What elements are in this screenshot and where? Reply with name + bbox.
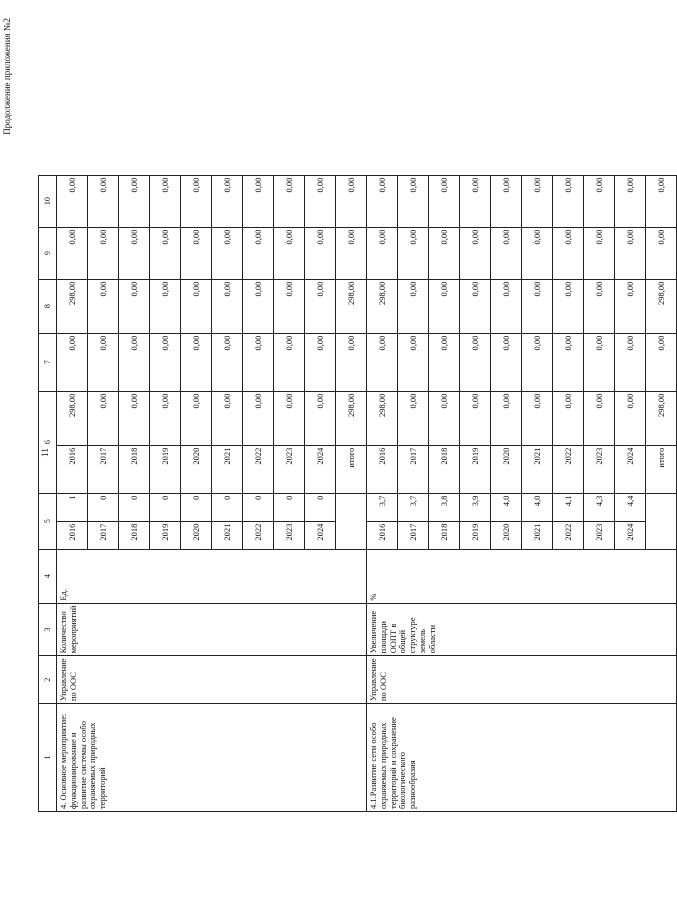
finance-value-cell: 0,00 (522, 333, 553, 391)
finance-value-cell: 0,00 (57, 227, 88, 279)
finance-value-cell: 298,00 (336, 391, 367, 445)
indicator-value-cell: 3,7 (367, 493, 398, 521)
finance-value-cell: 0,00 (274, 333, 305, 391)
finance-value-cell: 0,00 (274, 175, 305, 227)
finance-value-cell: 0,00 (491, 279, 522, 333)
finance-value-cell: 0,00 (243, 279, 274, 333)
column-number-header: 5 (39, 493, 57, 549)
page-number: 11 (40, 448, 50, 457)
finance-value-cell: 0,00 (491, 391, 522, 445)
finance-value-cell: 0,00 (243, 391, 274, 445)
indicator-name-cell: Количество мероприятий (57, 603, 367, 656)
indicator-value-cell: 4,4 (615, 493, 646, 521)
indicator-value-cell: 0 (243, 493, 274, 521)
indicator-value-cell: 3,7 (398, 493, 429, 521)
finance-value-cell: 0,00 (181, 279, 212, 333)
finance-value-cell: 0,00 (57, 333, 88, 391)
finance-year-cell: 2017 (88, 445, 119, 493)
indicator-value-cell: 0 (119, 493, 150, 521)
column-number-header: 7 (39, 333, 57, 391)
finance-value-cell: 0,00 (367, 175, 398, 227)
table-row (367, 175, 398, 811)
finance-value-cell: 0,00 (274, 279, 305, 333)
finance-value-cell: 0,00 (150, 333, 181, 391)
finance-value-cell: 0,00 (88, 391, 119, 445)
indicator-value-cell: 0 (88, 493, 119, 521)
finance-value-cell: 0,00 (243, 175, 274, 227)
indicator-year-cell: 2017 (88, 521, 119, 549)
finance-value-cell: 0,00 (212, 175, 243, 227)
finance-year-cell: 2024 (305, 445, 336, 493)
finance-value-cell: 298,00 (336, 279, 367, 333)
finance-value-cell: 0,00 (243, 227, 274, 279)
indicator-value-cell: 4,0 (491, 493, 522, 521)
finance-value-cell: 0,00 (429, 227, 460, 279)
finance-value-cell: 0,00 (119, 333, 150, 391)
indicator-year-cell: 2016 (367, 521, 398, 549)
finance-value-cell: 0,00 (305, 391, 336, 445)
empty-cell (646, 493, 677, 549)
finance-year-cell: 2016 (367, 445, 398, 493)
finance-value-cell: 0,00 (367, 227, 398, 279)
finance-value-cell: 0,00 (212, 333, 243, 391)
finance-value-cell: 0,00 (553, 175, 584, 227)
finance-year-cell: 2020 (491, 445, 522, 493)
indicator-year-cell: 2018 (119, 521, 150, 549)
column-number-header: 4 (39, 549, 57, 603)
finance-value-cell: 0,00 (119, 227, 150, 279)
column-number-header: 10 (39, 175, 57, 227)
finance-value-cell: 0,00 (367, 333, 398, 391)
finance-value-cell: 0,00 (150, 227, 181, 279)
finance-value-cell: 0,00 (553, 391, 584, 445)
finance-year-cell: 2024 (615, 445, 646, 493)
indicator-value-cell: 4,0 (522, 493, 553, 521)
finance-value-cell: 298,00 (646, 391, 677, 445)
finance-value-cell: 0,00 (615, 227, 646, 279)
finance-value-cell: 0,00 (57, 175, 88, 227)
table-row (57, 175, 88, 811)
finance-value-cell: 0,00 (429, 175, 460, 227)
finance-value-cell: 0,00 (305, 279, 336, 333)
finance-year-cell: 2016 (57, 445, 88, 493)
finance-value-cell: 0,00 (584, 227, 615, 279)
finance-value-cell: 298,00 (646, 279, 677, 333)
finance-value-cell: 0,00 (150, 175, 181, 227)
finance-value-cell: 0,00 (398, 227, 429, 279)
indicator-year-cell: 2022 (553, 521, 584, 549)
finance-value-cell: 0,00 (429, 333, 460, 391)
finance-year-cell: итого (336, 445, 367, 493)
table-body (39, 175, 677, 811)
finance-value-cell: 0,00 (491, 227, 522, 279)
finance-value-cell: 0,00 (119, 175, 150, 227)
finance-value-cell: 0,00 (336, 175, 367, 227)
finance-value-cell: 0,00 (584, 333, 615, 391)
finance-year-cell: 2018 (429, 445, 460, 493)
indicator-year-cell: 2022 (243, 521, 274, 549)
finance-year-cell: 2022 (243, 445, 274, 493)
finance-value-cell: 0,00 (274, 391, 305, 445)
finance-value-cell: 0,00 (88, 279, 119, 333)
column-number-header: 3 (39, 603, 57, 656)
finance-value-cell: 0,00 (212, 279, 243, 333)
indicator-value-cell: 1 (57, 493, 88, 521)
finance-value-cell: 0,00 (181, 333, 212, 391)
finance-value-cell: 0,00 (615, 175, 646, 227)
finance-year-cell: 2021 (212, 445, 243, 493)
finance-year-cell: 2023 (274, 445, 305, 493)
finance-value-cell: 298,00 (367, 279, 398, 333)
indicator-value-cell: 0 (274, 493, 305, 521)
column-number-header: 2 (39, 656, 57, 704)
indicator-year-cell: 2016 (57, 521, 88, 549)
finance-value-cell: 0,00 (88, 175, 119, 227)
finance-value-cell: 0,00 (398, 333, 429, 391)
indicator-value-cell: 0 (150, 493, 181, 521)
finance-year-cell: 2023 (584, 445, 615, 493)
indicator-year-cell: 2021 (522, 521, 553, 549)
finance-value-cell: 0,00 (522, 227, 553, 279)
finance-value-cell: 0,00 (553, 333, 584, 391)
finance-value-cell: 0,00 (460, 227, 491, 279)
indicator-year-cell: 2024 (305, 521, 336, 549)
indicator-value-cell: 4,3 (584, 493, 615, 521)
unit-cell: Ед. (57, 549, 367, 603)
finance-value-cell: 0,00 (584, 391, 615, 445)
finance-value-cell: 0,00 (429, 279, 460, 333)
indicator-value-cell: 0 (212, 493, 243, 521)
finance-value-cell: 0,00 (615, 391, 646, 445)
finance-value-cell: 0,00 (119, 391, 150, 445)
indicator-year-cell: 2017 (398, 521, 429, 549)
indicator-year-cell: 2023 (584, 521, 615, 549)
finance-value-cell: 0,00 (584, 279, 615, 333)
unit-cell: % (367, 549, 677, 603)
indicator-value-cell: 3,8 (429, 493, 460, 521)
finance-value-cell: 0,00 (181, 227, 212, 279)
measure-name-cell: 4.1.Развитие сети особо охраняемых природных территорий и сохранение биологического разнообразия (367, 704, 677, 812)
finance-value-cell: 0,00 (243, 333, 274, 391)
indicator-name-cell: Увеличение площади ООПТ в общей структуре земель области (367, 603, 677, 656)
finance-year-cell: 2017 (398, 445, 429, 493)
finance-value-cell: 0,00 (584, 175, 615, 227)
indicator-value-cell: 3,9 (460, 493, 491, 521)
finance-value-cell: 0,00 (429, 391, 460, 445)
finance-value-cell: 298,00 (57, 391, 88, 445)
finance-value-cell: 0,00 (181, 391, 212, 445)
finance-value-cell: 0,00 (212, 391, 243, 445)
finance-value-cell: 0,00 (305, 333, 336, 391)
finance-value-cell: 0,00 (460, 333, 491, 391)
finance-value-cell: 0,00 (522, 279, 553, 333)
finance-value-cell: 0,00 (88, 333, 119, 391)
finance-year-cell: 2019 (460, 445, 491, 493)
executor-cell: Управление по ООС (57, 656, 367, 704)
finance-value-cell: 0,00 (646, 333, 677, 391)
finance-value-cell: 0,00 (398, 175, 429, 227)
finance-value-cell: 0,00 (646, 227, 677, 279)
finance-value-cell: 0,00 (398, 279, 429, 333)
finance-value-cell: 0,00 (522, 175, 553, 227)
column-number-row (39, 175, 57, 811)
indicator-year-cell: 2018 (429, 521, 460, 549)
indicator-value-cell: 0 (181, 493, 212, 521)
measure-name-cell: 4. Основное мероприятие: функционирование и развитие системы особо охраняемых природных территорий (57, 704, 367, 812)
column-number-header: 1 (39, 704, 57, 812)
finance-value-cell: 0,00 (212, 227, 243, 279)
column-number-header: 9 (39, 227, 57, 279)
finance-year-cell: 2022 (553, 445, 584, 493)
column-number-header: 6 (39, 391, 57, 493)
indicator-year-cell: 2020 (491, 521, 522, 549)
indicator-year-cell: 2020 (181, 521, 212, 549)
finance-value-cell: 298,00 (57, 279, 88, 333)
indicator-year-cell: 2019 (460, 521, 491, 549)
program-activities-table (38, 175, 677, 812)
finance-value-cell: 0,00 (88, 227, 119, 279)
indicator-year-cell: 2024 (615, 521, 646, 549)
indicator-year-cell: 2023 (274, 521, 305, 549)
finance-value-cell: 0,00 (181, 175, 212, 227)
indicator-year-cell: 2021 (212, 521, 243, 549)
appendix-continuation-label: Продолжение приложения №2 (2, 18, 12, 135)
finance-year-cell: 2018 (119, 445, 150, 493)
finance-value-cell: 0,00 (460, 175, 491, 227)
finance-value-cell: 0,00 (460, 391, 491, 445)
finance-value-cell: 0,00 (646, 175, 677, 227)
empty-cell (336, 493, 367, 549)
finance-value-cell: 0,00 (119, 279, 150, 333)
indicator-year-cell: 2019 (150, 521, 181, 549)
column-number-header: 8 (39, 279, 57, 333)
finance-value-cell: 0,00 (522, 391, 553, 445)
executor-cell: Управление по ООС (367, 656, 677, 704)
finance-value-cell: 0,00 (460, 279, 491, 333)
finance-value-cell: 298,00 (367, 391, 398, 445)
finance-value-cell: 0,00 (274, 227, 305, 279)
indicator-value-cell: 0 (305, 493, 336, 521)
finance-value-cell: 0,00 (305, 227, 336, 279)
finance-value-cell: 0,00 (336, 227, 367, 279)
finance-value-cell: 0,00 (491, 175, 522, 227)
finance-year-cell: 2019 (150, 445, 181, 493)
finance-value-cell: 0,00 (305, 175, 336, 227)
finance-value-cell: 0,00 (553, 227, 584, 279)
indicator-value-cell: 4,1 (553, 493, 584, 521)
finance-year-cell: итого (646, 445, 677, 493)
finance-year-cell: 2020 (181, 445, 212, 493)
finance-value-cell: 0,00 (615, 333, 646, 391)
finance-year-cell: 2021 (522, 445, 553, 493)
finance-value-cell: 0,00 (553, 279, 584, 333)
finance-value-cell: 0,00 (615, 279, 646, 333)
finance-value-cell: 0,00 (150, 279, 181, 333)
finance-value-cell: 0,00 (398, 391, 429, 445)
finance-value-cell: 0,00 (336, 333, 367, 391)
finance-value-cell: 0,00 (491, 333, 522, 391)
finance-value-cell: 0,00 (150, 391, 181, 445)
